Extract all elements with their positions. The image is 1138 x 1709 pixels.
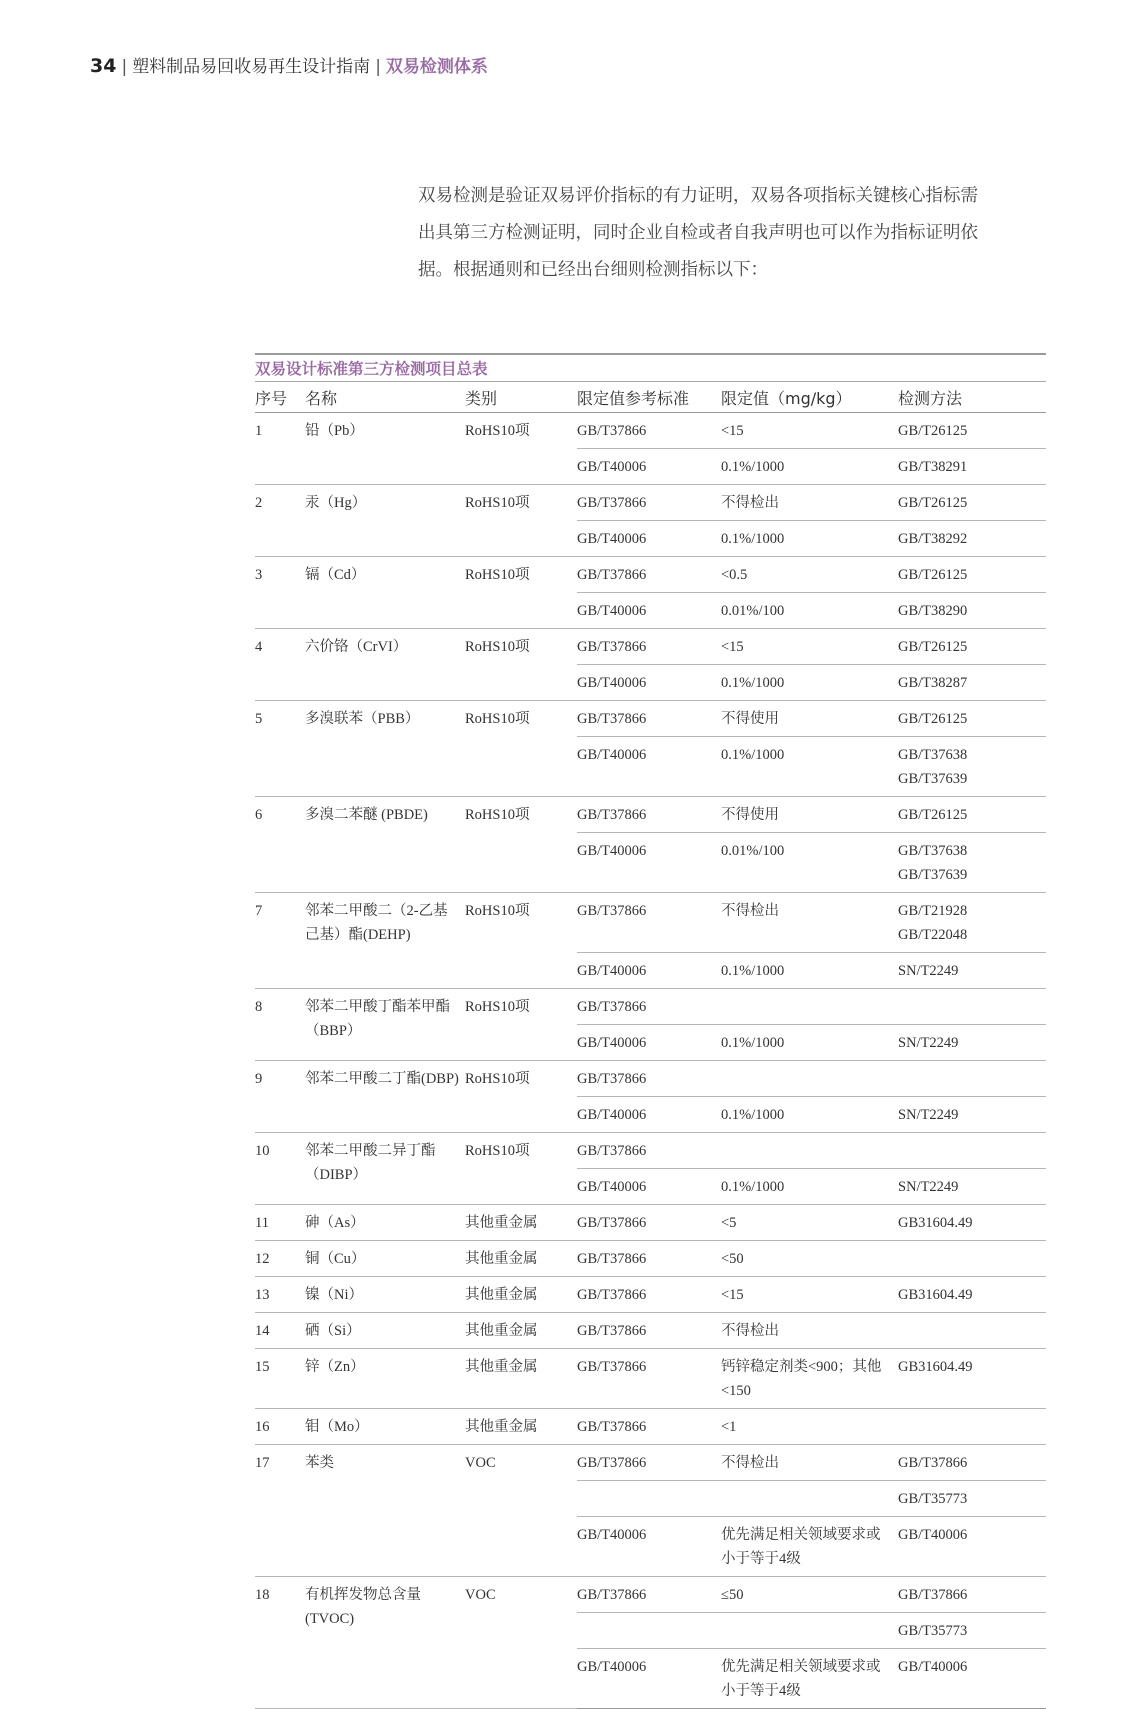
limit-value: 0.1%/1000 (721, 1169, 898, 1205)
test-method (898, 449, 1046, 485)
item-name: 镉（Cd） (305, 557, 465, 629)
test-method (898, 989, 1046, 1025)
table-row (255, 1061, 1046, 1097)
item-number: 15 (255, 1349, 305, 1409)
limit-standard (577, 1613, 721, 1649)
limit-value: <15 (721, 629, 898, 665)
test-method-code: GB/T40006 (898, 1527, 968, 1543)
table-row (255, 1577, 1046, 1613)
item-number: 8 (255, 989, 305, 1061)
table-row (255, 797, 1046, 833)
table-row (255, 485, 1046, 521)
limit-value: 0.1%/1000 (721, 1025, 898, 1061)
test-method (898, 797, 1046, 833)
limit-standard: GB/T37866 (577, 701, 721, 737)
limit-value: 0.1%/1000 (721, 665, 898, 701)
test-method (898, 737, 1046, 797)
item-category: 其他重金属 (465, 1313, 577, 1349)
test-method-code: GB31604.49 (898, 1359, 973, 1375)
test-method (898, 1241, 1046, 1277)
limit-standard: GB/T40006 (577, 521, 721, 557)
limit-standard: GB/T37866 (577, 1241, 721, 1277)
test-method-code: GB/T21928 (898, 903, 968, 919)
table-row (255, 413, 1046, 449)
item-category: VOC (465, 1445, 577, 1577)
limit-value (721, 1481, 898, 1517)
test-method-code: GB/T38291 (898, 459, 968, 475)
limit-value: 0.01%/100 (721, 833, 898, 893)
limit-value: 0.1%/1000 (721, 1097, 898, 1133)
test-method (898, 665, 1046, 701)
limit-value: ≤50 (721, 1577, 898, 1613)
item-category: 其他重金属 (465, 1277, 577, 1313)
test-method-code: GB/T37639 (898, 771, 968, 787)
item-category: 其他重金属 (465, 1205, 577, 1241)
limit-value (721, 1133, 898, 1169)
limit-value: 优先满足相关领域要求或小于等于4级 (721, 1649, 898, 1709)
test-method (898, 1577, 1046, 1613)
test-method (898, 557, 1046, 593)
table-row (255, 1445, 1046, 1481)
item-name: 硒（Si） (305, 1313, 465, 1349)
limit-standard: GB/T40006 (577, 833, 721, 893)
table-row (255, 1277, 1046, 1313)
limit-standard: GB/T37866 (577, 1577, 721, 1613)
limit-value: 0.1%/1000 (721, 737, 898, 797)
item-name: 邻苯二甲酸二丁酯(DBP) (305, 1061, 465, 1133)
item-category: RoHS10项 (465, 989, 577, 1061)
item-name: 邻苯二甲酸丁酯苯甲酯（BBP） (305, 989, 465, 1061)
limit-standard: GB/T40006 (577, 737, 721, 797)
limit-value: 优先满足相关领域要求或小于等于4级 (721, 1517, 898, 1577)
test-method-code: SN/T2249 (898, 1107, 959, 1123)
item-name: 多溴联苯（PBB） (305, 701, 465, 797)
test-method (898, 833, 1046, 893)
limit-standard: GB/T37866 (577, 413, 721, 449)
item-name: 多溴二苯醚 (PBDE) (305, 797, 465, 893)
limit-value: 0.01%/100 (721, 593, 898, 629)
test-items-table (255, 382, 1046, 1709)
item-name: 锌（Zn） (305, 1349, 465, 1409)
limit-standard: GB/T37866 (577, 1061, 721, 1097)
test-method-code: GB/T40006 (898, 1659, 968, 1675)
item-category: RoHS10项 (465, 701, 577, 797)
test-method (898, 1313, 1046, 1349)
item-category: RoHS10项 (465, 893, 577, 989)
limit-value: <0.5 (721, 557, 898, 593)
test-method-code: GB/T22048 (898, 927, 968, 943)
header-name: 名称 (305, 382, 465, 413)
test-method (898, 1613, 1046, 1649)
item-name: 有机挥发物总含量(TVOC) (305, 1577, 465, 1709)
test-method (898, 1169, 1046, 1205)
item-name: 汞（Hg） (305, 485, 465, 557)
test-method-code: GB/T26125 (898, 423, 968, 439)
header-standard: 限定值参考标准 (577, 382, 721, 413)
test-method-code: SN/T2249 (898, 963, 959, 979)
section-title: 双易检测体系 (385, 57, 488, 77)
test-method-code: GB/T35773 (898, 1491, 968, 1507)
table-row (255, 1409, 1046, 1445)
test-method-code: GB/T26125 (898, 639, 968, 655)
limit-standard: GB/T37866 (577, 1205, 721, 1241)
test-method-code: GB/T37639 (898, 867, 968, 883)
limit-value: 0.1%/1000 (721, 953, 898, 989)
test-method (898, 1517, 1046, 1577)
item-category: RoHS10项 (465, 1133, 577, 1205)
test-method-code: GB/T37866 (898, 1455, 968, 1471)
test-method (898, 1649, 1046, 1709)
test-method-code: GB31604.49 (898, 1287, 973, 1303)
test-method (898, 953, 1046, 989)
test-method (898, 1133, 1046, 1169)
item-number: 16 (255, 1409, 305, 1445)
table-body (255, 413, 1046, 1709)
limit-standard: GB/T37866 (577, 989, 721, 1025)
limit-standard: GB/T37866 (577, 1445, 721, 1481)
limit-standard: GB/T37866 (577, 893, 721, 953)
item-number: 5 (255, 701, 305, 797)
limit-standard: GB/T37866 (577, 629, 721, 665)
item-number: 14 (255, 1313, 305, 1349)
table-row (255, 1349, 1046, 1409)
test-method-code: GB/T26125 (898, 567, 968, 583)
limit-value: 不得检出 (721, 1445, 898, 1481)
limit-value (721, 1061, 898, 1097)
item-number: 4 (255, 629, 305, 701)
limit-standard: GB/T40006 (577, 1649, 721, 1709)
test-items-table-section (255, 353, 1046, 1709)
item-category: RoHS10项 (465, 629, 577, 701)
item-number: 9 (255, 1061, 305, 1133)
limit-standard (577, 1481, 721, 1517)
test-method (898, 1445, 1046, 1481)
table-row (255, 1313, 1046, 1349)
test-method (898, 485, 1046, 521)
item-number: 10 (255, 1133, 305, 1205)
item-number: 6 (255, 797, 305, 893)
header-no: 序号 (255, 382, 305, 413)
header-limit: 限定值（mg/kg） (721, 382, 898, 413)
limit-standard: GB/T37866 (577, 485, 721, 521)
limit-value: 不得检出 (721, 485, 898, 521)
test-method-code: SN/T2249 (898, 1035, 959, 1051)
test-method-code: GB/T38287 (898, 675, 968, 691)
item-category: VOC (465, 1577, 577, 1709)
item-name: 邻苯二甲酸二（2-乙基己基）酯(DEHP) (305, 893, 465, 989)
table-row (255, 989, 1046, 1025)
item-category: 其他重金属 (465, 1241, 577, 1277)
table-row (255, 1241, 1046, 1277)
table-row (255, 701, 1046, 737)
table-row (255, 893, 1046, 953)
item-number: 1 (255, 413, 305, 485)
test-method-code: GB/T37638 (898, 843, 968, 859)
book-title: 塑料制品易回收易再生设计指南 (132, 57, 371, 77)
item-name: 六价铬（CrVI） (305, 629, 465, 701)
item-category: RoHS10项 (465, 557, 577, 629)
test-method (898, 1349, 1046, 1409)
item-number: 18 (255, 1577, 305, 1709)
limit-value: 钙锌稳定剂类<900；其他<150 (721, 1349, 898, 1409)
item-name: 砷（As） (305, 1205, 465, 1241)
limit-standard: GB/T40006 (577, 665, 721, 701)
item-category: RoHS10项 (465, 413, 577, 485)
limit-value: 不得检出 (721, 1313, 898, 1349)
test-method (898, 1277, 1046, 1313)
intro-paragraph (418, 178, 1046, 289)
item-name: 铅（Pb） (305, 413, 465, 485)
limit-standard: GB/T37866 (577, 557, 721, 593)
item-name: 铜（Cu） (305, 1241, 465, 1277)
limit-value: <5 (721, 1205, 898, 1241)
limit-value: 0.1%/1000 (721, 449, 898, 485)
test-method-code: GB/T26125 (898, 495, 968, 511)
item-category: 其他重金属 (465, 1409, 577, 1445)
item-name: 苯类 (305, 1445, 465, 1577)
item-category: RoHS10项 (465, 797, 577, 893)
test-method-code: GB31604.49 (898, 1215, 973, 1231)
item-category: RoHS10项 (465, 1061, 577, 1133)
limit-value: 不得检出 (721, 893, 898, 953)
item-name: 镍（Ni） (305, 1277, 465, 1313)
test-method (898, 1097, 1046, 1133)
limit-standard: GB/T37866 (577, 1313, 721, 1349)
limit-standard: GB/T37866 (577, 1277, 721, 1313)
test-method-code: GB/T38292 (898, 531, 968, 547)
limit-standard: GB/T37866 (577, 1409, 721, 1445)
test-method (898, 593, 1046, 629)
table-row (255, 557, 1046, 593)
test-method (898, 1061, 1046, 1097)
test-method (898, 893, 1046, 953)
intro-line: 双易检测是验证双易评价指标的有力证明，双易各项指标关键核心指标需 (418, 186, 978, 206)
limit-value: <15 (721, 413, 898, 449)
test-method (898, 1481, 1046, 1517)
limit-standard: GB/T37866 (577, 797, 721, 833)
test-method-code: GB/T37638 (898, 747, 968, 763)
test-method-code: GB/T35773 (898, 1623, 968, 1639)
limit-value: 不得使用 (721, 797, 898, 833)
table-header-row (255, 382, 1046, 413)
table-row (255, 1205, 1046, 1241)
item-category: 其他重金属 (465, 1349, 577, 1409)
item-number: 12 (255, 1241, 305, 1277)
limit-standard: GB/T40006 (577, 953, 721, 989)
limit-standard: GB/T40006 (577, 1025, 721, 1061)
limit-standard: GB/T40006 (577, 449, 721, 485)
limit-value: 不得使用 (721, 701, 898, 737)
test-method (898, 521, 1046, 557)
item-number: 7 (255, 893, 305, 989)
page-number: 34 (90, 55, 117, 77)
test-method (898, 1025, 1046, 1061)
item-number: 11 (255, 1205, 305, 1241)
limit-standard: GB/T40006 (577, 593, 721, 629)
limit-standard: GB/T37866 (577, 1133, 721, 1169)
test-method-code: GB/T26125 (898, 711, 968, 727)
limit-value (721, 1613, 898, 1649)
header-divider: | (375, 57, 381, 77)
test-method-code: SN/T2249 (898, 1179, 959, 1195)
table-row (255, 629, 1046, 665)
test-method-code: GB/T38290 (898, 603, 968, 619)
item-name: 钼（Mo） (305, 1409, 465, 1445)
intro-line: 出具第三方检测证明，同时企业自检或者自我声明也可以作为指标证明依 (418, 223, 978, 243)
item-name: 邻苯二甲酸二异丁酯（DIBP） (305, 1133, 465, 1205)
limit-standard: GB/T40006 (577, 1097, 721, 1133)
intro-line: 据。根据通则和已经出台细则检测指标以下： (418, 260, 768, 280)
item-category: RoHS10项 (465, 485, 577, 557)
item-number: 13 (255, 1277, 305, 1313)
item-number: 2 (255, 485, 305, 557)
test-method (898, 701, 1046, 737)
test-method (898, 1205, 1046, 1241)
test-method (898, 629, 1046, 665)
item-number: 3 (255, 557, 305, 629)
item-number: 17 (255, 1445, 305, 1577)
limit-standard: GB/T40006 (577, 1517, 721, 1577)
test-method (898, 1409, 1046, 1445)
header-method: 检测方法 (898, 382, 1046, 413)
page-header (90, 52, 488, 77)
limit-value: <15 (721, 1277, 898, 1313)
limit-value: 0.1%/1000 (721, 521, 898, 557)
limit-standard: GB/T40006 (577, 1169, 721, 1205)
limit-value: <50 (721, 1241, 898, 1277)
limit-value: <1 (721, 1409, 898, 1445)
limit-standard: GB/T37866 (577, 1349, 721, 1409)
test-method (898, 413, 1046, 449)
test-method-code: GB/T26125 (898, 807, 968, 823)
table-title: 双易设计标准第三方检测项目总表 (255, 353, 1046, 382)
test-method-code: GB/T37866 (898, 1587, 968, 1603)
table-row (255, 1133, 1046, 1169)
limit-value (721, 989, 898, 1025)
header-category: 类别 (465, 382, 577, 413)
header-divider: | (121, 57, 128, 77)
